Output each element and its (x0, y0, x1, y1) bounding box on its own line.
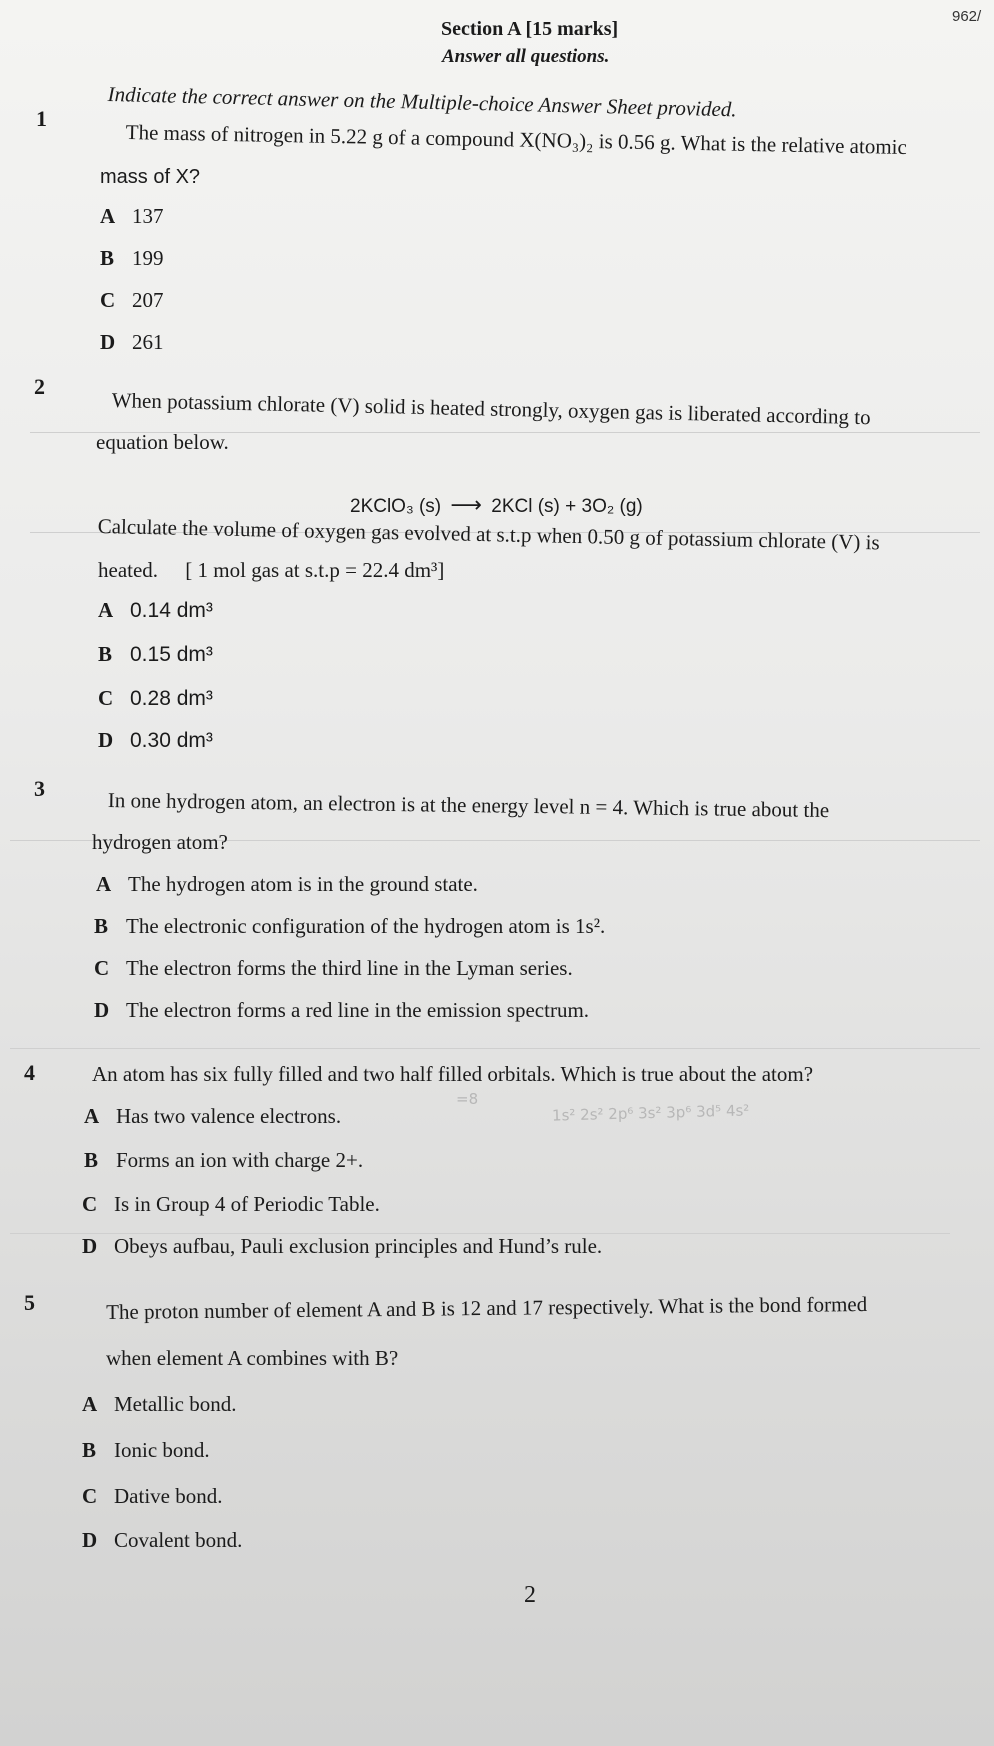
question-text: When potassium chlorate (V) solid is heated strongly, oxygen gas is liberated according to (111, 388, 871, 430)
handwritten-configuration: 1s² 2s² 2p⁶ 3s² 3p⁶ 3d⁵ 4s² (551, 1101, 750, 1125)
equation-right: 2KCl (s) + 3O₂ (g) (491, 496, 643, 517)
option-c (94, 956, 573, 981)
option-text: 0.30 dm³ (130, 729, 213, 752)
option-letter: D (98, 728, 114, 752)
option-text: 207 (132, 288, 164, 312)
option-text: Obeys aufbau, Pauli exclusion principles and Hund’s rule. (114, 1234, 603, 1258)
option-text: Is in Group 4 of Periodic Table. (114, 1192, 380, 1216)
question-stem (126, 120, 908, 160)
option-letter: D (82, 1528, 98, 1552)
option-letter: B (82, 1438, 97, 1462)
option-a (100, 204, 164, 229)
option-b (94, 914, 605, 939)
option-letter: C (82, 1192, 98, 1216)
question-text: The mass of nitrogen in 5.22 g of a compound (125, 120, 515, 152)
option-letter: B (94, 914, 109, 938)
option-c (100, 288, 164, 313)
question-text-line4 (98, 558, 444, 583)
option-letter: C (94, 956, 110, 980)
option-text: Dative bond. (114, 1484, 223, 1508)
general-instruction: Indicate the correct answer on the Multiple-choice Answer Sheet provided. (107, 82, 737, 122)
option-letter: C (98, 686, 114, 710)
corner-note: 962/ (952, 8, 982, 25)
question-text-end: is 0.56 g. What is the relative atomic (598, 129, 908, 159)
option-text: The hydrogen atom is in the ground state. (128, 872, 478, 896)
option-text: The electronic configuration of the hydrogen atom is 1s². (126, 914, 606, 938)
option-text: Forms an ion with charge 2+. (116, 1148, 364, 1172)
option-letter: B (84, 1148, 99, 1172)
option-letter: B (100, 246, 115, 270)
reaction-arrow-icon: ⟶ (450, 492, 482, 517)
option-c (82, 1192, 380, 1217)
option-letter: D (94, 998, 110, 1022)
option-letter: A (98, 598, 114, 622)
option-letter: D (100, 330, 116, 354)
option-text: Ionic bond. (114, 1438, 210, 1462)
option-d (82, 1234, 602, 1259)
question-text: An atom has six fully filled and two half filled orbitals. Which is true about the atom? (92, 1062, 814, 1086)
option-letter: C (100, 288, 116, 312)
answer-all-instruction: Answer all questions. (442, 46, 610, 67)
page-number: 2 (524, 1582, 536, 1608)
option-letter: A (96, 872, 112, 896)
option-letter: A (84, 1104, 100, 1128)
option-a (84, 1104, 341, 1129)
chemical-equation (350, 492, 643, 518)
section-heading: Section A [15 marks] (441, 18, 619, 40)
option-text: 0.14 dm³ (130, 599, 213, 622)
option-a (98, 598, 213, 623)
option-d (82, 1528, 242, 1553)
option-text: Has two valence electrons. (116, 1104, 342, 1128)
question-number: 1 (36, 106, 47, 131)
question-number: 3 (34, 776, 45, 801)
question-text-heated: heated. (98, 558, 159, 582)
option-a (82, 1392, 236, 1417)
option-b (82, 1438, 210, 1463)
question-number: 4 (24, 1060, 35, 1085)
question-text-line2: mass of X? (100, 166, 201, 188)
option-a (96, 872, 478, 897)
option-text: Covalent bond. (114, 1528, 243, 1552)
equation-left: 2KClO₃ (s) (350, 496, 442, 517)
option-text: 261 (132, 330, 164, 354)
handwritten-note: =8 (456, 1090, 479, 1108)
option-letter: A (82, 1392, 98, 1416)
given-data: [ 1 mol gas at s.t.p = 22.4 dm³] (185, 558, 445, 582)
option-d (94, 998, 589, 1023)
option-letter: B (98, 642, 113, 666)
question-text-line3: Calculate the volume of oxygen gas evolved at s.t.p when 0.50 g of potassium chlorate (V) is (97, 514, 880, 555)
option-text: Metallic bond. (114, 1392, 237, 1416)
question-text-line2: when element A combines with B? (106, 1346, 399, 1370)
option-letter: D (82, 1234, 98, 1258)
option-b (98, 642, 213, 667)
option-b (84, 1148, 363, 1173)
option-d (98, 728, 213, 753)
option-text: 199 (132, 246, 164, 270)
question-number: 5 (24, 1290, 35, 1315)
option-text: 0.28 dm³ (130, 687, 213, 710)
option-text: 0.15 dm³ (130, 643, 213, 666)
question-text: In one hydrogen atom, an electron is at the energy level n = 4. Which is true about the (107, 788, 830, 823)
option-letter: A (100, 204, 116, 228)
option-letter: C (82, 1484, 98, 1508)
option-d (100, 330, 164, 355)
option-b (100, 246, 164, 271)
question-text-line2: equation below. (96, 430, 229, 454)
option-text: 137 (132, 204, 164, 228)
question-number: 2 (34, 374, 45, 399)
option-c (82, 1484, 222, 1509)
question-text: The proton number of element A and B is 12 and 17 respectively. What is the bond formed (106, 1292, 868, 1324)
formula: X(NO₃)₂ (519, 127, 594, 153)
option-text: The electron forms the third line in the Lyman series. (126, 956, 573, 980)
option-text: The electron forms a red line in the emission spectrum. (126, 998, 590, 1022)
option-c (98, 686, 213, 711)
question-text-line2: hydrogen atom? (92, 830, 228, 854)
